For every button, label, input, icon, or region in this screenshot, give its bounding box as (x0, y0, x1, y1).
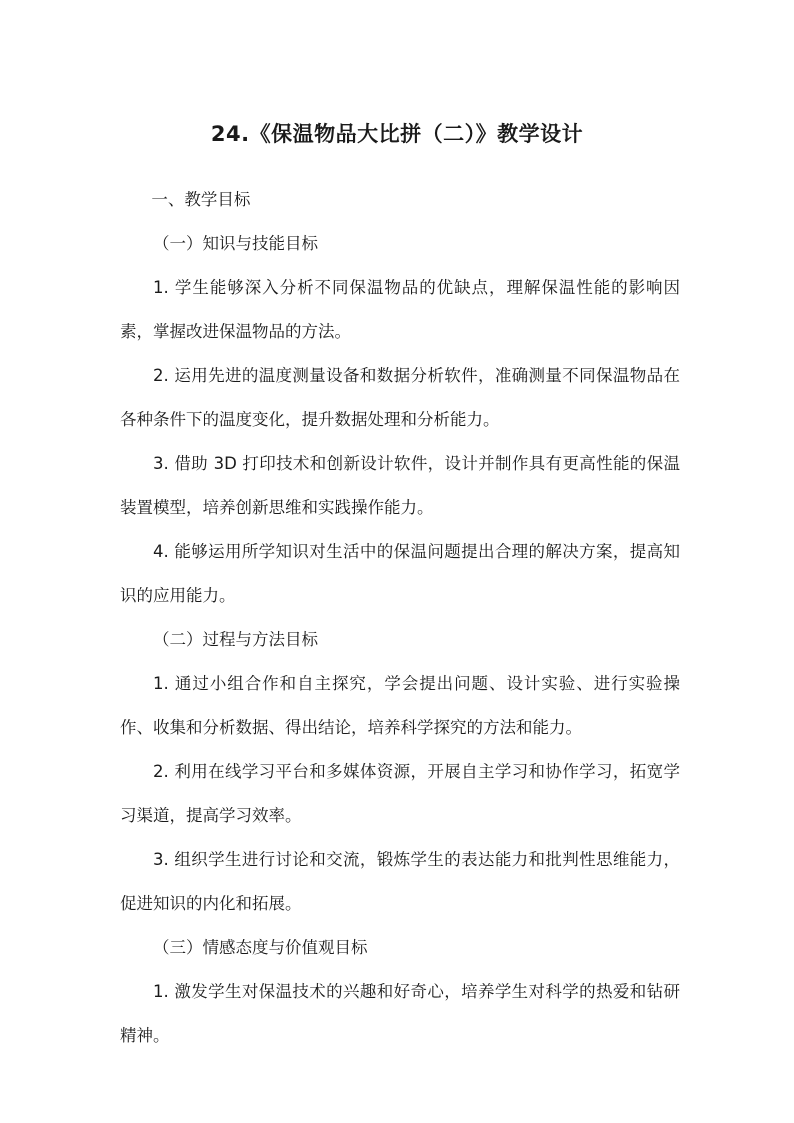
subsection-heading-process-methods: （二）过程与方法目标 (153, 630, 318, 649)
paragraph-knowledge-3: 3. 借助 3D 打印技术和创新设计软件，设计并制作具有更高性能的保温装置模型，培养创新思维和实践操作能力。 (120, 454, 680, 517)
paragraph-knowledge-2: 2. 运用先进的温度测量设备和数据分析软件，准确测量不同保温物品在各种条件下的温度变化，提升数据处理和分析能力。 (120, 366, 680, 429)
paragraph-method-1: 1. 通过小组合作和自主探究，学会提出问题、设计实验、进行实验操作、收集和分析数据、得出结论，培养科学探究的方法和能力。 (120, 674, 680, 737)
subsection-heading-emotion-values: （三）情感态度与价值观目标 (153, 938, 368, 957)
paragraph-method-2: 2. 利用在线学习平台和多媒体资源，开展自主学习和协作学习，拓宽学习渠道，提高学习效率。 (120, 762, 680, 825)
section-heading-teaching-goals: 一、教学目标 (151, 190, 251, 209)
paragraph-knowledge-4: 4. 能够运用所学知识对生活中的保温问题提出合理的解决方案，提高知识的应用能力。 (120, 542, 680, 605)
paragraph-knowledge-1: 1. 学生能够深入分析不同保温物品的优缺点，理解保温性能的影响因素，掌握改进保温物品的方法。 (120, 278, 680, 341)
document-body (120, 178, 680, 1058)
document-title: 24.《保温物品大比拼（二）》教学设计 (210, 122, 584, 146)
paragraph-method-3: 3. 组织学生进行讨论和交流，锻炼学生的表达能力和批判性思维能力，促进知识的内化和拓展。 (120, 850, 680, 913)
subsection-heading-knowledge-skills: （一）知识与技能目标 (153, 234, 318, 253)
paragraph-emotion-1: 1. 激发学生对保温技术的兴趣和好奇心，培养学生对科学的热爱和钻研精神。 (120, 982, 680, 1045)
